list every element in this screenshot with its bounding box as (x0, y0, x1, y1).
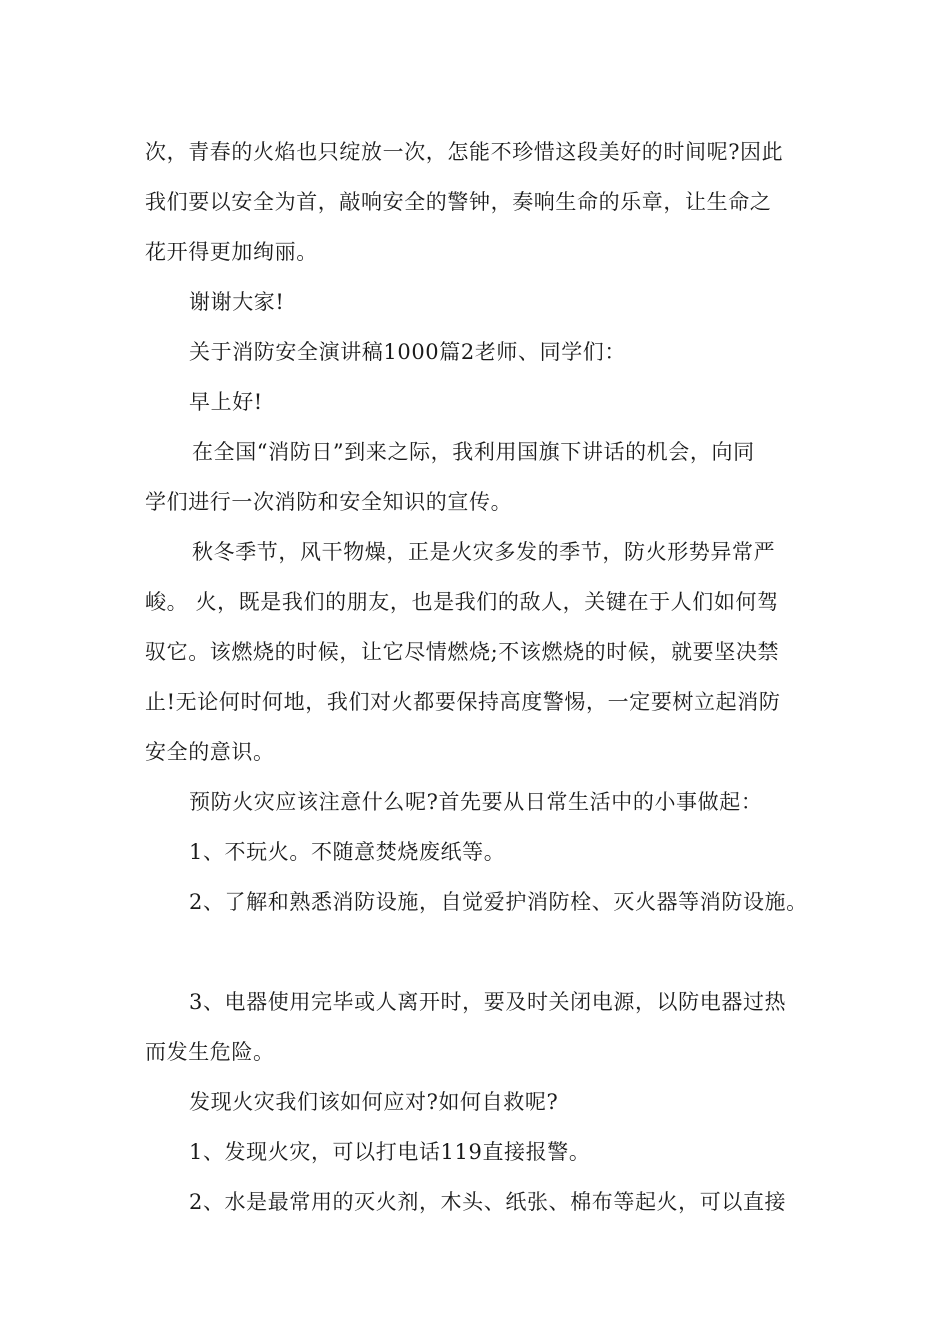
text-line: 发现火灾我们该如何应对?如何自救呢? (189, 1090, 559, 1114)
text-line: 预防火灾应该注意什么呢?首先要从日常生活中的小事做起： (189, 790, 763, 814)
text-line: 而发生危险。 (145, 1040, 275, 1064)
text-line: 花开得更加绚丽。 (145, 240, 318, 264)
text-line: 2、水是最常用的灭火剂，木头、纸张、棉布等起火，可以直接 (189, 1190, 787, 1214)
text-line: 谢谢大家! (189, 290, 285, 314)
text-line: 3、电器使用完毕或人离开时，要及时关闭电源，以防电器过热 (189, 990, 787, 1014)
text-line: 峻。 火，既是我们的朋友，也是我们的敌人，关键在于人们如何驾 (145, 590, 779, 614)
text-line: 驭它。该燃烧的时候，让它尽情燃烧;不该燃烧的时候，就要坚决禁 (145, 640, 780, 664)
text-line: 秋冬季节，风干物燥，正是火灾多发的季节，防火形势异常严 (192, 540, 776, 564)
text-line: 早上好! (189, 390, 263, 414)
text-line: 1、发现火灾，可以打电话119直接报警。 (189, 1140, 591, 1164)
text-line: 安全的意识。 (145, 740, 275, 764)
text-line: 次，青春的火焰也只绽放一次，怎能不珍惜这段美好的时间呢?因此 (145, 140, 784, 164)
text-line: 1、不玩火。不随意焚烧废纸等。 (189, 840, 506, 864)
text-line: 在全国“消防日”到来之际，我利用国旗下讲话的机会，向同 (192, 440, 755, 464)
text-line: 2、了解和熟悉消防设施，自觉爱护消防栓、灭火器等消防设施。 (189, 890, 808, 914)
text-line: 止!无论何时何地，我们对火都要保持高度警惕，一定要树立起消防 (145, 690, 781, 714)
text-line: 关于消防安全演讲稿1000篇2老师、同学们： (189, 340, 627, 364)
text-line: 学们进行一次消防和安全知识的宣传。 (145, 490, 513, 514)
text-line: 我们要以安全为首，敲响安全的警钟，奏响生命的乐章，让生命之 (145, 190, 772, 214)
